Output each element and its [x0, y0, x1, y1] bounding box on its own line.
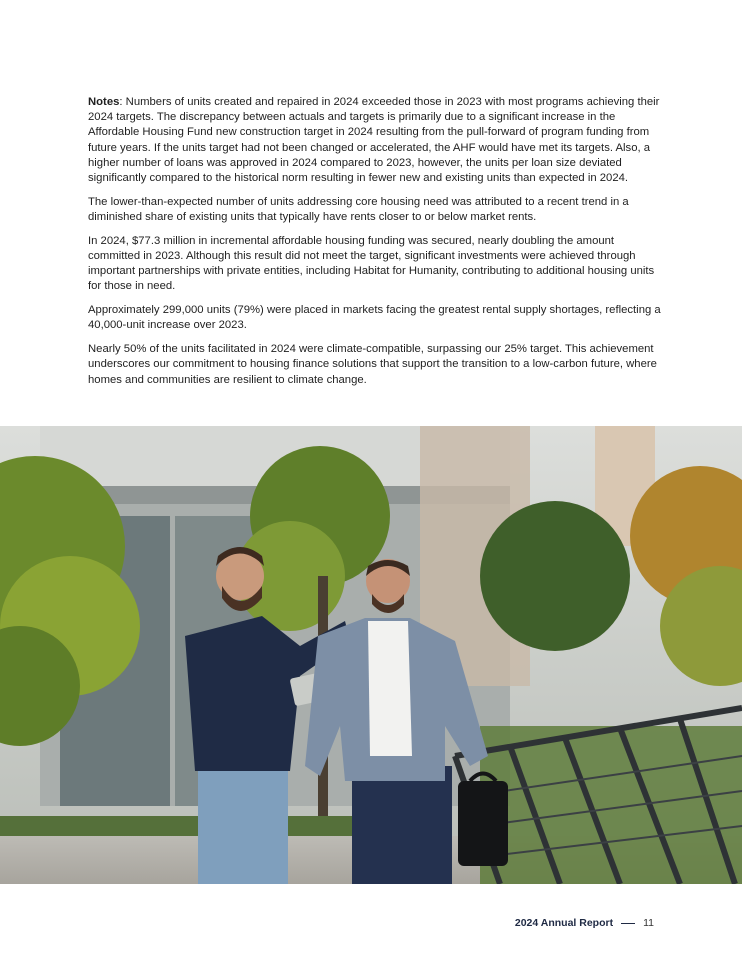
page-number: 11 [643, 917, 654, 929]
notes-paragraph-1 [88, 95, 666, 186]
notes-paragraph-1-text: : Numbers of units created and repaired in 2024 exceeded those in 2023 with most programs achieving their 2024 targets. The discrepancy between actuals and targets is primarily due to a significant increase in the Affordable Housing Fund new construction target in 2024 resulting from the pull-forward of program funding from future years. If the units target had not been changed or accelerated, the AHF would have met its targets. Also, a higher number of loans was approved in 2024 compared to 2023, however, the units per loan size deviated significantly compared to the historical norm resulting in fewer new and existing units than expected in 2024. [88, 96, 660, 185]
notes-paragraph-5: Nearly 50% of the units facilitated in 2024 were climate-compatible, surpassing our 25% target. This achievement underscores our commitment to housing finance solutions that support the transition to a low-carbon future, where homes and communities are resilient to climate change. [88, 343, 657, 386]
photo-two-men-outdoors [0, 426, 742, 884]
notes-section [88, 95, 666, 396]
notes-paragraph-4: Approximately 299,000 units (79%) were placed in markets facing the greatest rental supply shortages, reflecting a 40,000-unit increase over 2023. [88, 304, 661, 332]
report-title: 2024 Annual Report [514, 917, 614, 929]
notes-paragraph-3: In 2024, $77.3 million in incremental affordable housing funding was secured, nearly doubling the amount committed in 2023. Although this result did not meet the target, significant investments were achieved through important partnerships with private entities, including Habitat for Humanity, contributing to additional housing units for those in need. [88, 234, 655, 293]
notes-label: Notes [88, 96, 120, 108]
notes-paragraph-2: The lower-than-expected number of units addressing core housing need was attributed to a recent trend in a diminished share of existing units that typically have rents closer to or below market rents. [88, 195, 629, 224]
footer-divider [621, 923, 635, 924]
tree-right [480, 501, 630, 651]
page-footer [515, 917, 654, 929]
